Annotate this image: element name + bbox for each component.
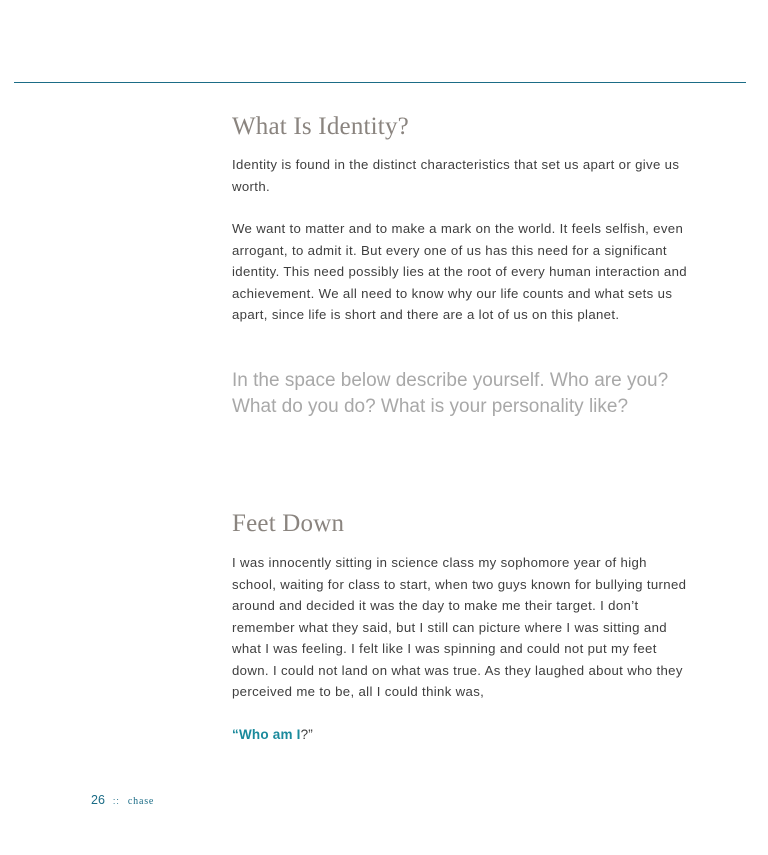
page-footer — [91, 793, 154, 811]
quote-end: ?” — [300, 727, 313, 742]
top-rule — [14, 82, 746, 83]
footer-separator: :: — [112, 796, 120, 806]
quote-highlight: “Who am I — [232, 727, 301, 742]
closing-quote — [232, 724, 313, 745]
section-title-feet-down: Feet Down — [232, 510, 345, 537]
section-title-identity: What Is Identity? — [232, 113, 409, 140]
book-title: chase — [127, 796, 155, 807]
story-paragraph: I was innocently sitting in science class my sophomore year of high school, waiting for class to start, when two guys known for bullying turned around and decided it was the day to make me their target. I don’t remember what they said, but I still can picture where I was sitting and what I was feeling. I felt like I was spinning and could not put my feet down. I could not land on what was true. As they laughed about who they perceived me to be, all I could think was, — [232, 555, 687, 699]
page-number: 26 — [91, 793, 105, 807]
identity-definition: Identity is found in the distinct characteristics that set us apart or give us worth. — [232, 157, 680, 194]
reflection-prompt: In the space below describe yourself. Who are you? What do you do? What is your personality like? — [232, 370, 669, 417]
identity-paragraph: We want to matter and to make a mark on the world. It feels selfish, even arrogant, to admit it. But every one of us has this need for a significant identity. This need possibly lies at the root of every human interaction and achievement. We all need to know why our life counts and what sets us apart, since life is short and there are a lot of us on this planet. — [232, 221, 687, 322]
